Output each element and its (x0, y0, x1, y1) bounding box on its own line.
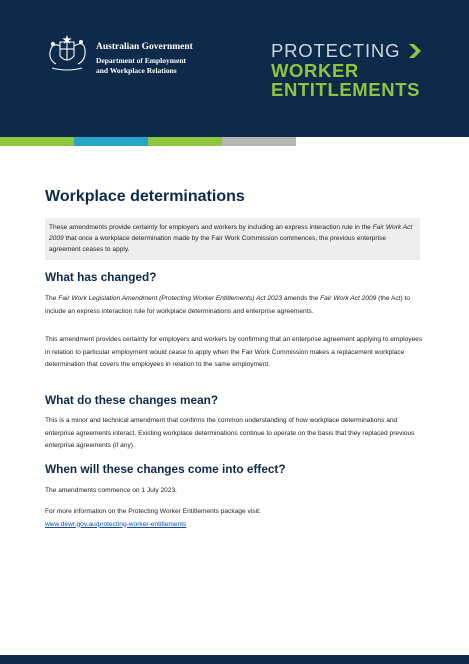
summary-act-name: Fair Work Act 2009 (49, 224, 413, 242)
paragraph-effect-1: The amendments commence on 1 July 2023. (45, 487, 177, 494)
act-name: Fair Work Act 2009 (320, 295, 377, 302)
amendment-act-name: Fair Work Legislation Amendment (Protecting Worker Entitlements) Act 2023 (58, 295, 282, 302)
program-logo-line2: WORKER (271, 60, 359, 81)
color-bar-teal (74, 137, 148, 146)
more-info-link[interactable]: www.dewr.gov.au/protecting-worker-entitlements (45, 520, 187, 528)
page-footer-bar (0, 655, 469, 664)
color-bar-green-2 (148, 137, 222, 146)
summary-text-end: that once a workplace determination made by the Fair Work Commission commences, the previous enterprise agreement ceases to apply. (49, 235, 387, 253)
paragraph-changed-1 (45, 293, 425, 318)
paragraph-changed-2: This amendment provides certainty for employers and workers by confirming that an enterprise agreement applying to employees in relation to particular employment would cease to apply when the Fair Work Commission makes a replacement workplace determination that covers the employees in relation to the same employment. (45, 336, 423, 368)
text: For more information on the Protecting Worker Entitlements package visit: (45, 508, 261, 515)
program-logo (271, 41, 422, 99)
heading-what-has-changed: What has changed? (45, 270, 157, 284)
paragraph-mean-1: This is a minor and technical amendment that confirms the common understanding of how workplace determinations and enterprise agreements interact. Existing workplace determinations continue to operate on the basis that they replaced previous enterprise agreements (if any). (45, 417, 415, 449)
department-name-line2: and Workplace Relations (96, 65, 177, 75)
coat-of-arms-icon (44, 34, 90, 74)
government-name: Australian Government (96, 42, 193, 52)
text: (the Act) to include an express interaction rule for workplace determinations and enterprise agreements. (45, 295, 411, 315)
heading-what-do-changes-mean: What do these changes mean? (45, 393, 219, 407)
color-bar-grey (222, 137, 296, 146)
program-logo-line3: ENTITLEMENTS (271, 79, 421, 100)
page-header (0, 0, 469, 137)
summary-text: These amendments provide certainty for employers and workers by including an express interaction rule in the (49, 224, 373, 231)
text: amends the (282, 295, 321, 302)
color-bar-green (0, 137, 74, 146)
color-bar-strip (0, 137, 296, 146)
chevron-right-icon (408, 43, 422, 59)
government-branding (96, 42, 193, 75)
heading-when-effect: When will these changes come into effect? (45, 462, 286, 476)
paragraph-effect-2 (45, 506, 425, 531)
page-title: Workplace determinations (45, 188, 245, 205)
program-logo-line1: PROTECTING (271, 40, 401, 61)
department-name-line1: Department of Employment (96, 56, 186, 65)
text: The (45, 295, 59, 302)
summary-box (45, 218, 420, 260)
